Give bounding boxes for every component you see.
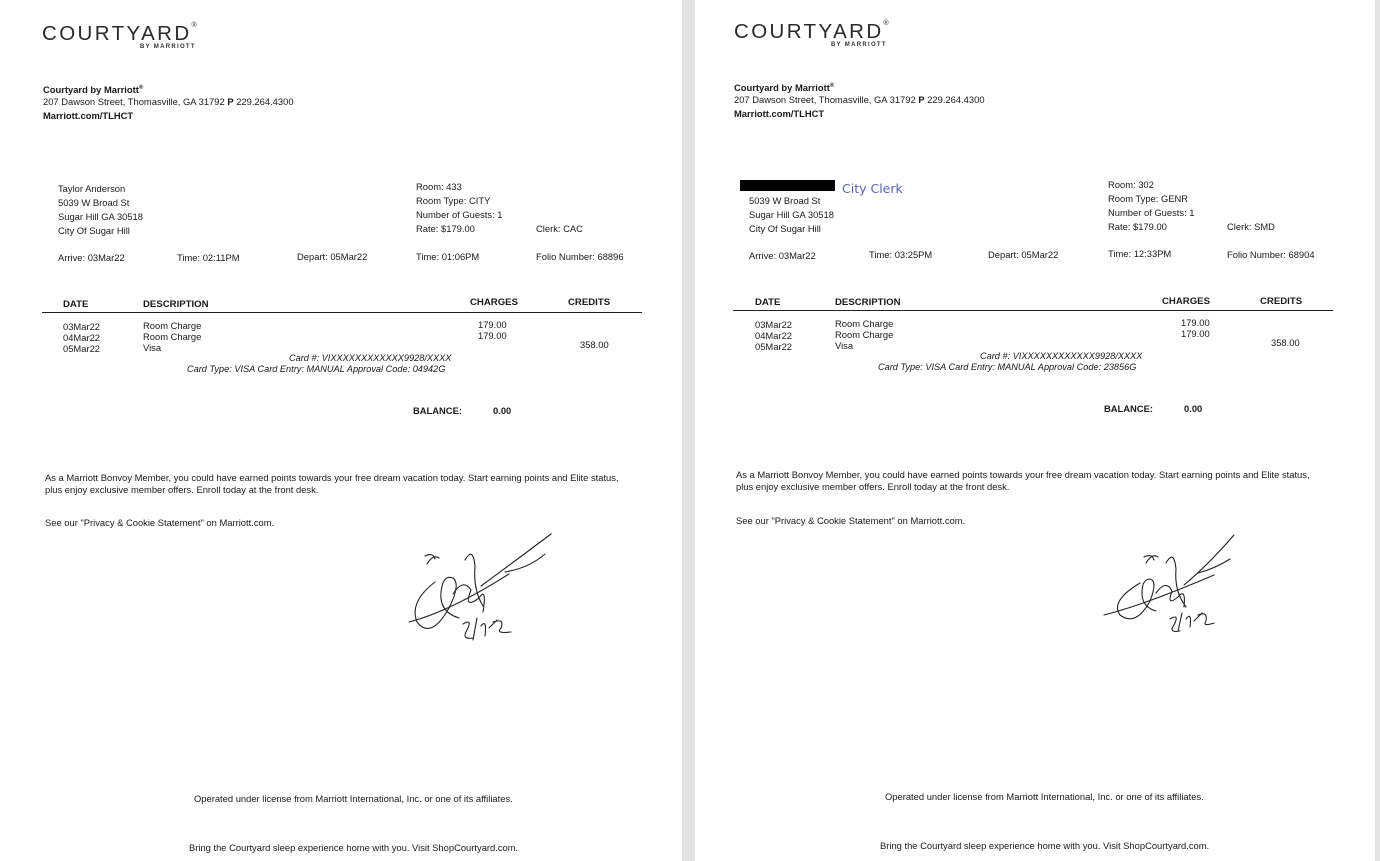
guest-count: Number of Guests: 1	[416, 209, 503, 220]
guest-city: Sugar Hill GA 30518	[749, 209, 834, 220]
column-charges: CHARGES	[1162, 296, 1210, 307]
row-charge: 179.00	[1181, 317, 1210, 328]
card-number: Card #: VIXXXXXXXXXXXX9928/XXXX	[289, 353, 452, 363]
depart-date: Depart: 05Mar22	[988, 249, 1059, 260]
footer-license: Operated under license from Marriott International, Inc. or one of its affiliates.	[194, 793, 513, 804]
hotel-address: 207 Dawson Street, Thomasville, GA 31792 P 229.264.4300	[734, 94, 985, 105]
room-number: Room: 302	[1108, 179, 1154, 190]
depart-date: Depart: 05Mar22	[297, 251, 368, 262]
folio-page-left	[0, 0, 682, 861]
clerk: Clerk: CAC	[536, 223, 583, 234]
folio-page-right	[695, 0, 1375, 861]
redacted-guest-name	[740, 180, 835, 191]
balance-amount: 0.00	[493, 405, 512, 416]
row-description: Room Charge	[143, 320, 202, 331]
hotel-name: Courtyard by Marriott®	[734, 82, 835, 93]
row-date: 05Mar22	[755, 341, 793, 352]
column-description: DESCRIPTION	[835, 297, 901, 308]
balance-amount: 0.00	[1184, 403, 1203, 414]
column-charges: CHARGES	[470, 297, 518, 308]
row-charge: 179.00	[478, 330, 507, 341]
table-header-rule	[42, 312, 642, 313]
hotel-website: Marriott.com/TLHCT	[43, 110, 134, 121]
row-charge: 179.00	[478, 319, 507, 330]
hotel-address: 207 Dawson Street, Thomasville, GA 31792 P 229.264.4300	[43, 96, 294, 107]
card-details: Card Type: VISA Card Entry: MANUAL Approval Code: 04942G	[187, 364, 446, 374]
promo-text-line2: plus enjoy exclusive member offers. Enroll today at the front desk.	[45, 484, 319, 495]
privacy-statement: See our "Privacy & Cookie Statement" on Marriott.com.	[736, 515, 966, 526]
arrive-time: Time: 03:25PM	[869, 249, 933, 260]
row-date: 03Mar22	[63, 321, 101, 332]
table-header-rule	[733, 310, 1333, 311]
guest-org: City Of Sugar Hill	[749, 223, 821, 234]
column-description: DESCRIPTION	[143, 299, 209, 310]
promo-text-line1: As a Marriott Bonvoy Member, you could have earned points towards your free dream vacation today. Start earning points and Elite status,	[736, 469, 1310, 480]
row-date: 05Mar22	[63, 343, 101, 354]
column-credits: CREDITS	[568, 297, 611, 308]
depart-time: Time: 01:06PM	[416, 251, 480, 262]
footer-shop: Bring the Courtyard sleep experience home with you. Visit ShopCourtyard.com.	[189, 842, 519, 853]
handwritten-signature	[1100, 533, 1245, 633]
courtyard-logo: COURTYARD®	[734, 20, 889, 43]
handwritten-note: City Clerk	[842, 181, 903, 196]
folio-number: Folio Number: 68896	[536, 251, 624, 262]
card-details: Card Type: VISA Card Entry: MANUAL Approval Code: 23856G	[878, 362, 1137, 372]
depart-time: Time: 12:33PM	[1108, 248, 1172, 259]
promo-text-line1: As a Marriott Bonvoy Member, you could have earned points towards your free dream vacation today. Start earning points and Elite status,	[45, 472, 619, 483]
room-rate: Rate: $179.00	[1108, 221, 1167, 232]
footer-license: Operated under license from Marriott International, Inc. or one of its affiliates.	[885, 791, 1204, 802]
balance-label: BALANCE:	[413, 405, 462, 416]
guest-city: Sugar Hill GA 30518	[58, 211, 143, 222]
row-description: Visa	[835, 340, 854, 351]
column-date: DATE	[755, 297, 781, 308]
row-description: Room Charge	[835, 329, 894, 340]
room-rate: Rate: $179.00	[416, 223, 475, 234]
row-date: 03Mar22	[755, 319, 793, 330]
balance-label: BALANCE:	[1104, 403, 1153, 414]
row-description: Room Charge	[143, 331, 202, 342]
arrive-date: Arrive: 03Mar22	[749, 250, 816, 261]
row-date: 04Mar22	[63, 332, 101, 343]
row-credit: 358.00	[580, 339, 609, 350]
guest-count: Number of Guests: 1	[1108, 207, 1195, 218]
column-date: DATE	[63, 299, 89, 310]
room-type: Room Type: CITY	[416, 195, 491, 206]
arrive-date: Arrive: 03Mar22	[58, 252, 125, 263]
row-credit: 358.00	[1271, 337, 1300, 348]
row-date: 04Mar22	[755, 330, 793, 341]
handwritten-signature	[405, 530, 560, 645]
guest-name: Taylor Anderson	[58, 183, 126, 194]
row-description: Room Charge	[835, 318, 894, 329]
room-number: Room: 433	[416, 181, 462, 192]
hotel-website: Marriott.com/TLHCT	[734, 108, 825, 119]
logo-by-marriott: BY MARRIOTT	[140, 44, 196, 50]
room-type: Room Type: GENR	[1108, 193, 1189, 204]
arrive-time: Time: 02:11PM	[177, 252, 240, 263]
guest-org: City Of Sugar Hill	[58, 225, 130, 236]
courtyard-logo: COURTYARD®	[42, 22, 197, 45]
footer-shop: Bring the Courtyard sleep experience home with you. Visit ShopCourtyard.com.	[880, 840, 1210, 851]
clerk: Clerk: SMD	[1227, 221, 1275, 232]
privacy-statement: See our "Privacy & Cookie Statement" on Marriott.com.	[45, 517, 275, 528]
column-credits: CREDITS	[1260, 296, 1303, 307]
logo-by-marriott: BY MARRIOTT	[831, 42, 887, 48]
card-number: Card #: VIXXXXXXXXXXXX9928/XXXX	[980, 351, 1143, 361]
guest-street: 5039 W Broad St	[749, 195, 821, 206]
guest-street: 5039 W Broad St	[58, 197, 130, 208]
hotel-name: Courtyard by Marriott®	[43, 84, 144, 95]
row-charge: 179.00	[1181, 328, 1210, 339]
folio-number: Folio Number: 68904	[1227, 249, 1315, 260]
row-description: Visa	[143, 342, 162, 353]
promo-text-line2: plus enjoy exclusive member offers. Enroll today at the front desk.	[736, 481, 1010, 492]
